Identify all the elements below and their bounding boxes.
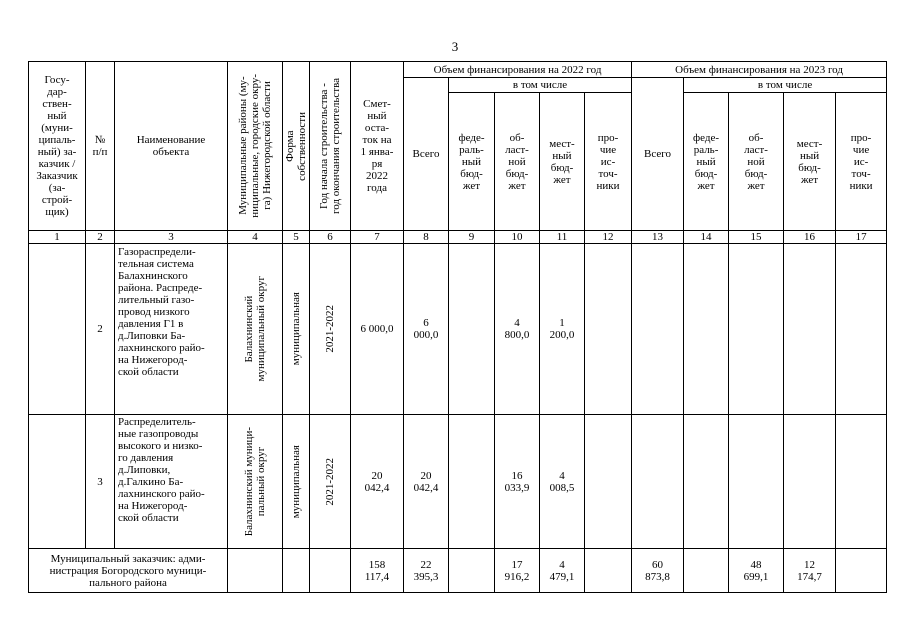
table-row	[29, 244, 887, 415]
regional-2023	[729, 415, 784, 549]
regional-2023	[729, 244, 784, 415]
summary-federal-2022	[449, 549, 495, 593]
column-numbers-row	[29, 231, 887, 244]
column-number: 3	[115, 231, 228, 244]
local-2023	[784, 415, 836, 549]
district: Балахнинский муници- пальный округ	[228, 415, 283, 549]
header-federal-2022: феде- раль- ный бюд- жет	[449, 93, 495, 231]
summary-ownership	[283, 549, 310, 593]
column-number: 6	[310, 231, 351, 244]
header-financing-2022: Объем финансирования на 2022 год	[404, 62, 632, 78]
header-financing-2023: Объем финансирования на 2023 год	[632, 62, 887, 78]
total-2023	[632, 415, 684, 549]
column-number: 9	[449, 231, 495, 244]
column-number: 17	[836, 231, 887, 244]
header-including-2023: в том числе	[684, 78, 887, 93]
regional-2022: 4 800,0	[495, 244, 540, 415]
total-2022: 6 000,0	[404, 244, 449, 415]
header-other-2023: про- чие ис- точ- ники	[836, 93, 887, 231]
local-2022: 4 008,5	[540, 415, 585, 549]
federal-2022	[449, 415, 495, 549]
column-number: 7	[351, 231, 404, 244]
total-2023	[632, 244, 684, 415]
column-number: 11	[540, 231, 585, 244]
column-number: 10	[495, 231, 540, 244]
summary-label: Муниципальный заказчик: адми- нистрация Богородского муници- пального района	[29, 549, 228, 593]
header-total-2022: Всего	[404, 78, 449, 231]
header-regional-2022: об- ласт- ной бюд- жет	[495, 93, 540, 231]
object-name: Распределитель- ные газопроводы высокого и низко- го давления д.Липовки, д.Галкино Ба- лахнинского райо- на Нижегород- ской области	[115, 415, 228, 549]
summary-total-2023: 60 873,8	[632, 549, 684, 593]
header-district: Муниципальные районы (му- ниципальные, городские окру- га) Нижегородской области	[228, 62, 283, 231]
column-number: 14	[684, 231, 729, 244]
header-number: № п/п	[86, 62, 115, 231]
column-number: 8	[404, 231, 449, 244]
header-object-name: Наименование объекта	[115, 62, 228, 231]
column-number: 5	[283, 231, 310, 244]
customer-cell	[29, 244, 86, 415]
column-number: 4	[228, 231, 283, 244]
local-2022: 1 200,0	[540, 244, 585, 415]
ownership: муниципальная	[283, 244, 310, 415]
summary-total-2022: 22 395,3	[404, 549, 449, 593]
row-number: 2	[86, 244, 115, 415]
summary-federal-2023	[684, 549, 729, 593]
summary-estimate: 158 117,4	[351, 549, 404, 593]
header-customer: Госу- дар- ствен- ный (муни- ципаль- ный) за- казчик / Заказчик (за- строй- щик)	[29, 62, 86, 231]
regional-2022: 16 033,9	[495, 415, 540, 549]
construction-years: 2021-2022	[310, 415, 351, 549]
summary-local-2023: 12 174,7	[784, 549, 836, 593]
column-number: 1	[29, 231, 86, 244]
summary-row	[29, 549, 887, 593]
header-federal-2023: феде- раль- ный бюд- жет	[684, 93, 729, 231]
summary-district	[228, 549, 283, 593]
object-name: Газораспредели- тельная система Балахнинского района. Распреде- лительный газо- провод низкого давления Г1 в д.Липовки Ба- лахнинского райо- на Нижегород- ской области	[115, 244, 228, 415]
header-including-2022: в том числе	[449, 78, 632, 93]
header-other-2022: про- чие ис- точ- ники	[585, 93, 632, 231]
other-2023	[836, 244, 887, 415]
other-2022	[585, 415, 632, 549]
column-number: 15	[729, 231, 784, 244]
estimate-balance: 6 000,0	[351, 244, 404, 415]
ownership: муниципальная	[283, 415, 310, 549]
customer-cell	[29, 415, 86, 549]
estimate-balance: 20 042,4	[351, 415, 404, 549]
header-regional-2023: об- ласт- ной бюд- жет	[729, 93, 784, 231]
header-estimate: Смет- ный оста- ток на 1 янва- ря 2022 года	[351, 62, 404, 231]
header-years: Год начала строительства - год окончания строительства	[310, 62, 351, 231]
header-local-2022: мест- ный бюд- жет	[540, 93, 585, 231]
column-number: 12	[585, 231, 632, 244]
federal-2022	[449, 244, 495, 415]
total-2022: 20 042,4	[404, 415, 449, 549]
federal-2023	[684, 244, 729, 415]
page-number: 3	[451, 39, 459, 54]
summary-local-2022: 4 479,1	[540, 549, 585, 593]
summary-regional-2022: 17 916,2	[495, 549, 540, 593]
summary-regional-2023: 48 699,1	[729, 549, 784, 593]
header-ownership: Форма собственности	[283, 62, 310, 231]
table-row	[29, 415, 887, 549]
column-number: 16	[784, 231, 836, 244]
district: Балахнинский муниципальный округ	[228, 244, 283, 415]
header-total-2023: Всего	[632, 78, 684, 231]
row-number: 3	[86, 415, 115, 549]
local-2023	[784, 244, 836, 415]
other-2022	[585, 244, 632, 415]
column-number: 2	[86, 231, 115, 244]
other-2023	[836, 415, 887, 549]
summary-other-2023	[836, 549, 887, 593]
header-local-2023: мест- ный бюд- жет	[784, 93, 836, 231]
summary-years	[310, 549, 351, 593]
column-number: 13	[632, 231, 684, 244]
federal-2023	[684, 415, 729, 549]
construction-years: 2021-2022	[310, 244, 351, 415]
summary-other-2022	[585, 549, 632, 593]
financing-table	[28, 61, 887, 593]
